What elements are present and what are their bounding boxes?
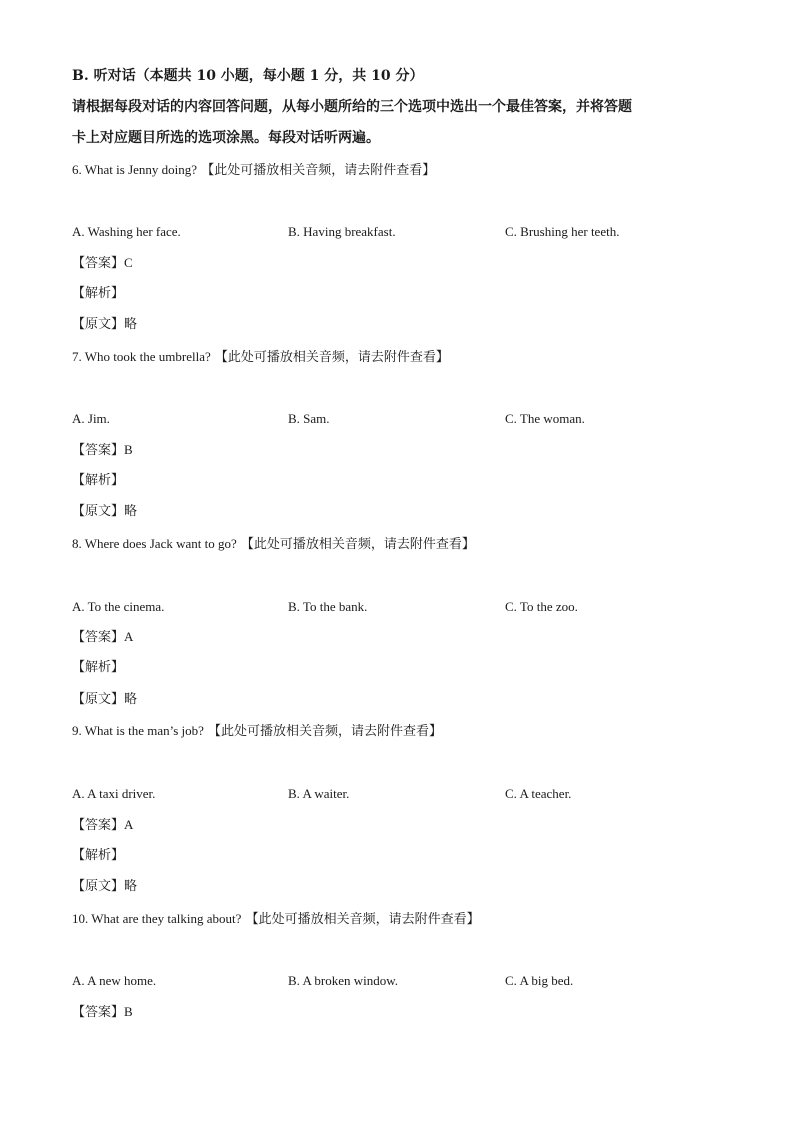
analysis-line: [72, 659, 124, 677]
analysis-label: 【解析】: [72, 660, 125, 675]
option-c: C. A teacher.: [505, 786, 572, 801]
answer-value: B: [124, 1004, 133, 1019]
analysis-label: 【解析】: [72, 286, 125, 301]
original-label: 【原文】: [72, 879, 125, 894]
audio-note[interactable]: 【此处可播放相关音频，请去附件查看】: [201, 163, 436, 178]
answer-value: A: [124, 817, 134, 832]
section-heading: B. 听对话（本题共 10 小题，每小题 1 分，共 10 分）: [72, 68, 424, 84]
answer-value: B: [124, 442, 133, 457]
question-stem: 6. What is Jenny doing?: [72, 162, 198, 177]
answer-label: 【答案】: [72, 1005, 125, 1020]
original-line: [72, 503, 137, 521]
option-a: A. Jim.: [72, 411, 110, 426]
answer-line: [72, 441, 133, 460]
option-b: B. A waiter.: [288, 786, 350, 801]
answer-label: 【答案】: [72, 256, 125, 271]
answer-label: 【答案】: [72, 443, 125, 458]
audio-note[interactable]: 【此处可播放相关音频，请去附件查看】: [245, 912, 480, 927]
option-b: B. A broken window.: [288, 973, 399, 988]
section-instruction-1: 请根据每段对话的内容回答问题，从每小题所给的三个选项中选出一个最佳答案，并将答题: [72, 99, 632, 115]
analysis-line: [72, 285, 124, 303]
question-7: [72, 348, 449, 367]
original-value: 略: [124, 692, 138, 707]
original-line: [72, 316, 137, 334]
answer-label: 【答案】: [72, 630, 125, 645]
option-b: B. Having breakfast.: [288, 224, 396, 239]
option-c: C. A big bed.: [505, 973, 574, 988]
analysis-line: [72, 847, 124, 865]
question-8: [72, 535, 475, 554]
option-a: A. A new home.: [72, 973, 157, 988]
audio-note[interactable]: 【此处可播放相关音频，请去附件查看】: [208, 724, 443, 739]
option-a: A. To the cinema.: [72, 599, 165, 614]
option-c: C. To the zoo.: [505, 599, 578, 614]
original-label: 【原文】: [72, 504, 125, 519]
question-6: [72, 161, 435, 180]
audio-note[interactable]: 【此处可播放相关音频，请去附件查看】: [240, 537, 475, 552]
answer-value: A: [124, 629, 134, 644]
original-value: 略: [124, 317, 138, 332]
question-stem: 10. What are they talking about?: [72, 911, 242, 926]
audio-note[interactable]: 【此处可播放相关音频，请去附件查看】: [214, 350, 449, 365]
analysis-line: [72, 472, 124, 490]
option-b: B. To the bank.: [288, 599, 368, 614]
question-stem: 7. Who took the umbrella?: [72, 349, 211, 364]
option-a: A. Washing her face.: [72, 224, 181, 239]
original-value: 略: [124, 504, 138, 519]
answer-line: [72, 1003, 133, 1022]
option-c: C. Brushing her teeth.: [505, 224, 620, 239]
original-value: 略: [124, 879, 138, 894]
analysis-label: 【解析】: [72, 473, 125, 488]
answer-label: 【答案】: [72, 818, 125, 833]
analysis-label: 【解析】: [72, 848, 125, 863]
question-stem: 8. Where does Jack want to go?: [72, 536, 237, 551]
original-line: [72, 878, 137, 896]
section-instruction-2: 卡上对应题目所选的选项涂黑。每段对话听两遍。: [72, 130, 380, 146]
answer-line: [72, 628, 133, 647]
question-10: [72, 910, 480, 929]
original-label: 【原文】: [72, 692, 125, 707]
answer-value: C: [124, 255, 133, 270]
option-b: B. Sam.: [288, 411, 330, 426]
answer-line: [72, 816, 133, 835]
option-c: C. The woman.: [505, 411, 585, 426]
question-9: [72, 722, 442, 741]
question-stem: 9. What is the man’s job?: [72, 723, 204, 738]
original-line: [72, 691, 137, 709]
option-a: A. A taxi driver.: [72, 786, 156, 801]
original-label: 【原文】: [72, 317, 125, 332]
answer-line: [72, 254, 133, 273]
